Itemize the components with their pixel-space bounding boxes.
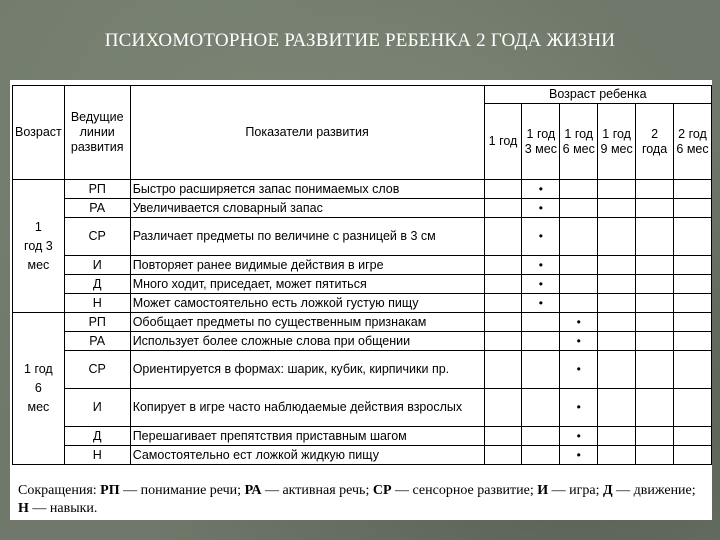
age-group-line: 1 год	[24, 362, 53, 376]
age-column-header: Возраст	[13, 86, 65, 180]
age-cell	[484, 218, 522, 256]
table-row	[13, 218, 712, 256]
indicator-text: Ориентируется в формах: шарик, кубик, кирпичики пр.	[130, 351, 484, 389]
bullet-mark: •	[576, 362, 581, 376]
age-cell	[560, 427, 598, 446]
age-cell	[674, 427, 712, 446]
age-cell	[598, 180, 636, 199]
bullet-mark: •	[538, 181, 543, 196]
indicator-text: Самостоятельно ест ложкой жидкую пищу	[130, 446, 484, 465]
age-cell	[674, 180, 712, 199]
age-cell	[484, 256, 522, 275]
line-code: Н	[64, 446, 130, 465]
abbreviation-code: РП	[100, 483, 120, 498]
age-cell	[636, 275, 674, 294]
table-row	[13, 389, 712, 427]
age-cell	[598, 332, 636, 351]
age-cell	[560, 313, 598, 332]
lines-column-header: Ведущие линии развития	[64, 86, 130, 180]
age-cell	[522, 256, 560, 275]
age-header-5: 2 года	[636, 104, 674, 180]
age-cell	[522, 180, 560, 199]
indicator-text: Копирует в игре часто наблюдаемые действия взрослых	[130, 389, 484, 427]
age-cell	[522, 218, 560, 256]
line-code: И	[64, 256, 130, 275]
age-cell	[598, 313, 636, 332]
abbreviation-code: РА	[244, 483, 262, 498]
abbreviation-desc: — движение;	[616, 483, 696, 498]
abbreviation-desc: — навыки.	[32, 501, 98, 516]
line-code: Д	[64, 427, 130, 446]
age-cell	[560, 275, 598, 294]
line-code: СР	[64, 351, 130, 389]
line-code: РП	[64, 180, 130, 199]
table-row	[13, 180, 712, 199]
abbreviation-desc: — активная речь;	[264, 483, 370, 498]
age-cell	[674, 313, 712, 332]
line-code: Н	[64, 294, 130, 313]
line-code: РП	[64, 313, 130, 332]
bullet-mark: •	[576, 428, 581, 443]
abbreviation-desc: — игра;	[551, 483, 600, 498]
bullet-mark: •	[538, 200, 543, 215]
age-group-cell	[13, 313, 65, 465]
age-cell	[636, 294, 674, 313]
age-cell	[598, 351, 636, 389]
age-cell	[674, 256, 712, 275]
age-cell	[636, 199, 674, 218]
age-cell	[522, 446, 560, 465]
bullet-mark: •	[538, 257, 543, 272]
age-cell	[522, 332, 560, 351]
bullet-mark: •	[576, 333, 581, 348]
abbreviations-note	[18, 482, 708, 518]
age-cell	[484, 389, 522, 427]
age-cell	[674, 199, 712, 218]
age-group-line: мес	[27, 257, 50, 272]
age-cell	[560, 351, 598, 389]
age-group-line: 6	[34, 381, 42, 395]
age-cell	[484, 427, 522, 446]
indicators-column-header: Показатели развития	[130, 86, 484, 180]
age-cell	[560, 446, 598, 465]
age-cell	[560, 389, 598, 427]
age-cell	[484, 446, 522, 465]
age-cell	[674, 389, 712, 427]
age-cell	[674, 351, 712, 389]
indicator-text: Увеличивается словарный запас	[130, 199, 484, 218]
table-sheet	[10, 80, 712, 520]
abbreviation-code: СР	[372, 483, 392, 498]
age-group-line: мес	[27, 400, 50, 414]
line-code: РА	[64, 332, 130, 351]
age-cell	[636, 180, 674, 199]
age-header-6: 2 год 6 мес	[674, 104, 712, 180]
age-cell	[484, 294, 522, 313]
indicator-text: Повторяет ранее видимые действия в игре	[130, 256, 484, 275]
bullet-mark: •	[538, 276, 543, 291]
age-cell	[522, 427, 560, 446]
age-cell	[598, 256, 636, 275]
age-cell	[636, 256, 674, 275]
age-header-1: 1 год	[484, 104, 522, 180]
child-age-header: Возраст ребенка	[484, 86, 711, 104]
table-row	[13, 275, 712, 294]
age-cell	[636, 351, 674, 389]
age-cell	[522, 199, 560, 218]
indicator-text: Перешагивает препятствия приставным шагом	[130, 427, 484, 446]
age-cell	[636, 332, 674, 351]
age-cell	[560, 218, 598, 256]
table-row	[13, 427, 712, 446]
age-cell	[560, 180, 598, 199]
age-cell	[598, 275, 636, 294]
age-cell	[484, 351, 522, 389]
age-group-cell	[13, 180, 65, 313]
table-row	[13, 256, 712, 275]
age-cell	[598, 218, 636, 256]
abbreviation-code: И	[537, 483, 549, 498]
age-cell	[484, 332, 522, 351]
bullet-mark: •	[576, 447, 581, 462]
age-cell	[560, 256, 598, 275]
age-cell	[484, 313, 522, 332]
indicator-text: Обобщает предметы по существенным признакам	[130, 313, 484, 332]
indicator-text: Использует более сложные слова при общении	[130, 332, 484, 351]
line-code: РА	[64, 199, 130, 218]
age-cell	[522, 351, 560, 389]
age-cell	[674, 446, 712, 465]
table-row	[13, 332, 712, 351]
age-cell	[636, 446, 674, 465]
age-cell	[598, 389, 636, 427]
table-row	[13, 199, 712, 218]
age-cell	[560, 199, 598, 218]
age-cell	[484, 199, 522, 218]
table-row	[13, 294, 712, 313]
development-table	[12, 85, 712, 465]
indicator-text: Может самостоятельно есть ложкой густую пищу	[130, 294, 484, 313]
age-cell	[636, 313, 674, 332]
age-cell	[484, 180, 522, 199]
indicator-text: Быстро расширяется запас понимаемых слов	[130, 180, 484, 199]
table-body	[13, 180, 712, 465]
indicator-text: Различает предметы по величине с разницей в 3 см	[130, 218, 484, 256]
table-row	[13, 351, 712, 389]
page-title: ПСИХОМОТОРНОЕ РАЗВИТИЕ РЕБЕНКА 2 ГОДА ЖИЗНИ	[104, 30, 616, 51]
age-cell	[674, 294, 712, 313]
age-group-line: год 3	[24, 238, 53, 253]
abbreviation-code: Н	[18, 501, 29, 516]
age-cell	[522, 389, 560, 427]
age-cell	[522, 313, 560, 332]
line-code: СР	[64, 218, 130, 256]
indicator-text: Много ходит, приседает, может пятиться	[130, 275, 484, 294]
table-row	[13, 446, 712, 465]
abbreviation-desc: — понимание речи;	[123, 483, 242, 498]
table-row	[13, 313, 712, 332]
bullet-mark: •	[538, 229, 543, 243]
line-code: Д	[64, 275, 130, 294]
age-cell	[484, 275, 522, 294]
age-cell	[560, 332, 598, 351]
line-code: И	[64, 389, 130, 427]
age-cell	[522, 294, 560, 313]
age-cell	[522, 275, 560, 294]
age-cell	[560, 294, 598, 313]
abbreviations-list	[18, 483, 696, 516]
bullet-mark: •	[576, 314, 581, 329]
age-cell	[636, 389, 674, 427]
abbreviations-label: Сокращения:	[18, 483, 97, 498]
age-cell	[598, 446, 636, 465]
age-cell	[598, 199, 636, 218]
age-header-2: 1 год 3 мес	[522, 104, 560, 180]
bullet-mark: •	[538, 295, 543, 310]
abbreviation-desc: — сенсорное развитие;	[395, 483, 534, 498]
age-cell	[674, 218, 712, 256]
age-cell	[674, 275, 712, 294]
age-cell	[674, 332, 712, 351]
age-cell	[636, 427, 674, 446]
age-cell	[598, 294, 636, 313]
age-cell	[598, 427, 636, 446]
age-cell	[636, 218, 674, 256]
age-header-3: 1 год 6 мес	[560, 104, 598, 180]
age-group-line: 1	[34, 219, 42, 234]
bullet-mark: •	[576, 400, 581, 414]
age-header-4: 1 год 9 мес	[598, 104, 636, 180]
abbreviation-code: Д	[603, 483, 613, 498]
